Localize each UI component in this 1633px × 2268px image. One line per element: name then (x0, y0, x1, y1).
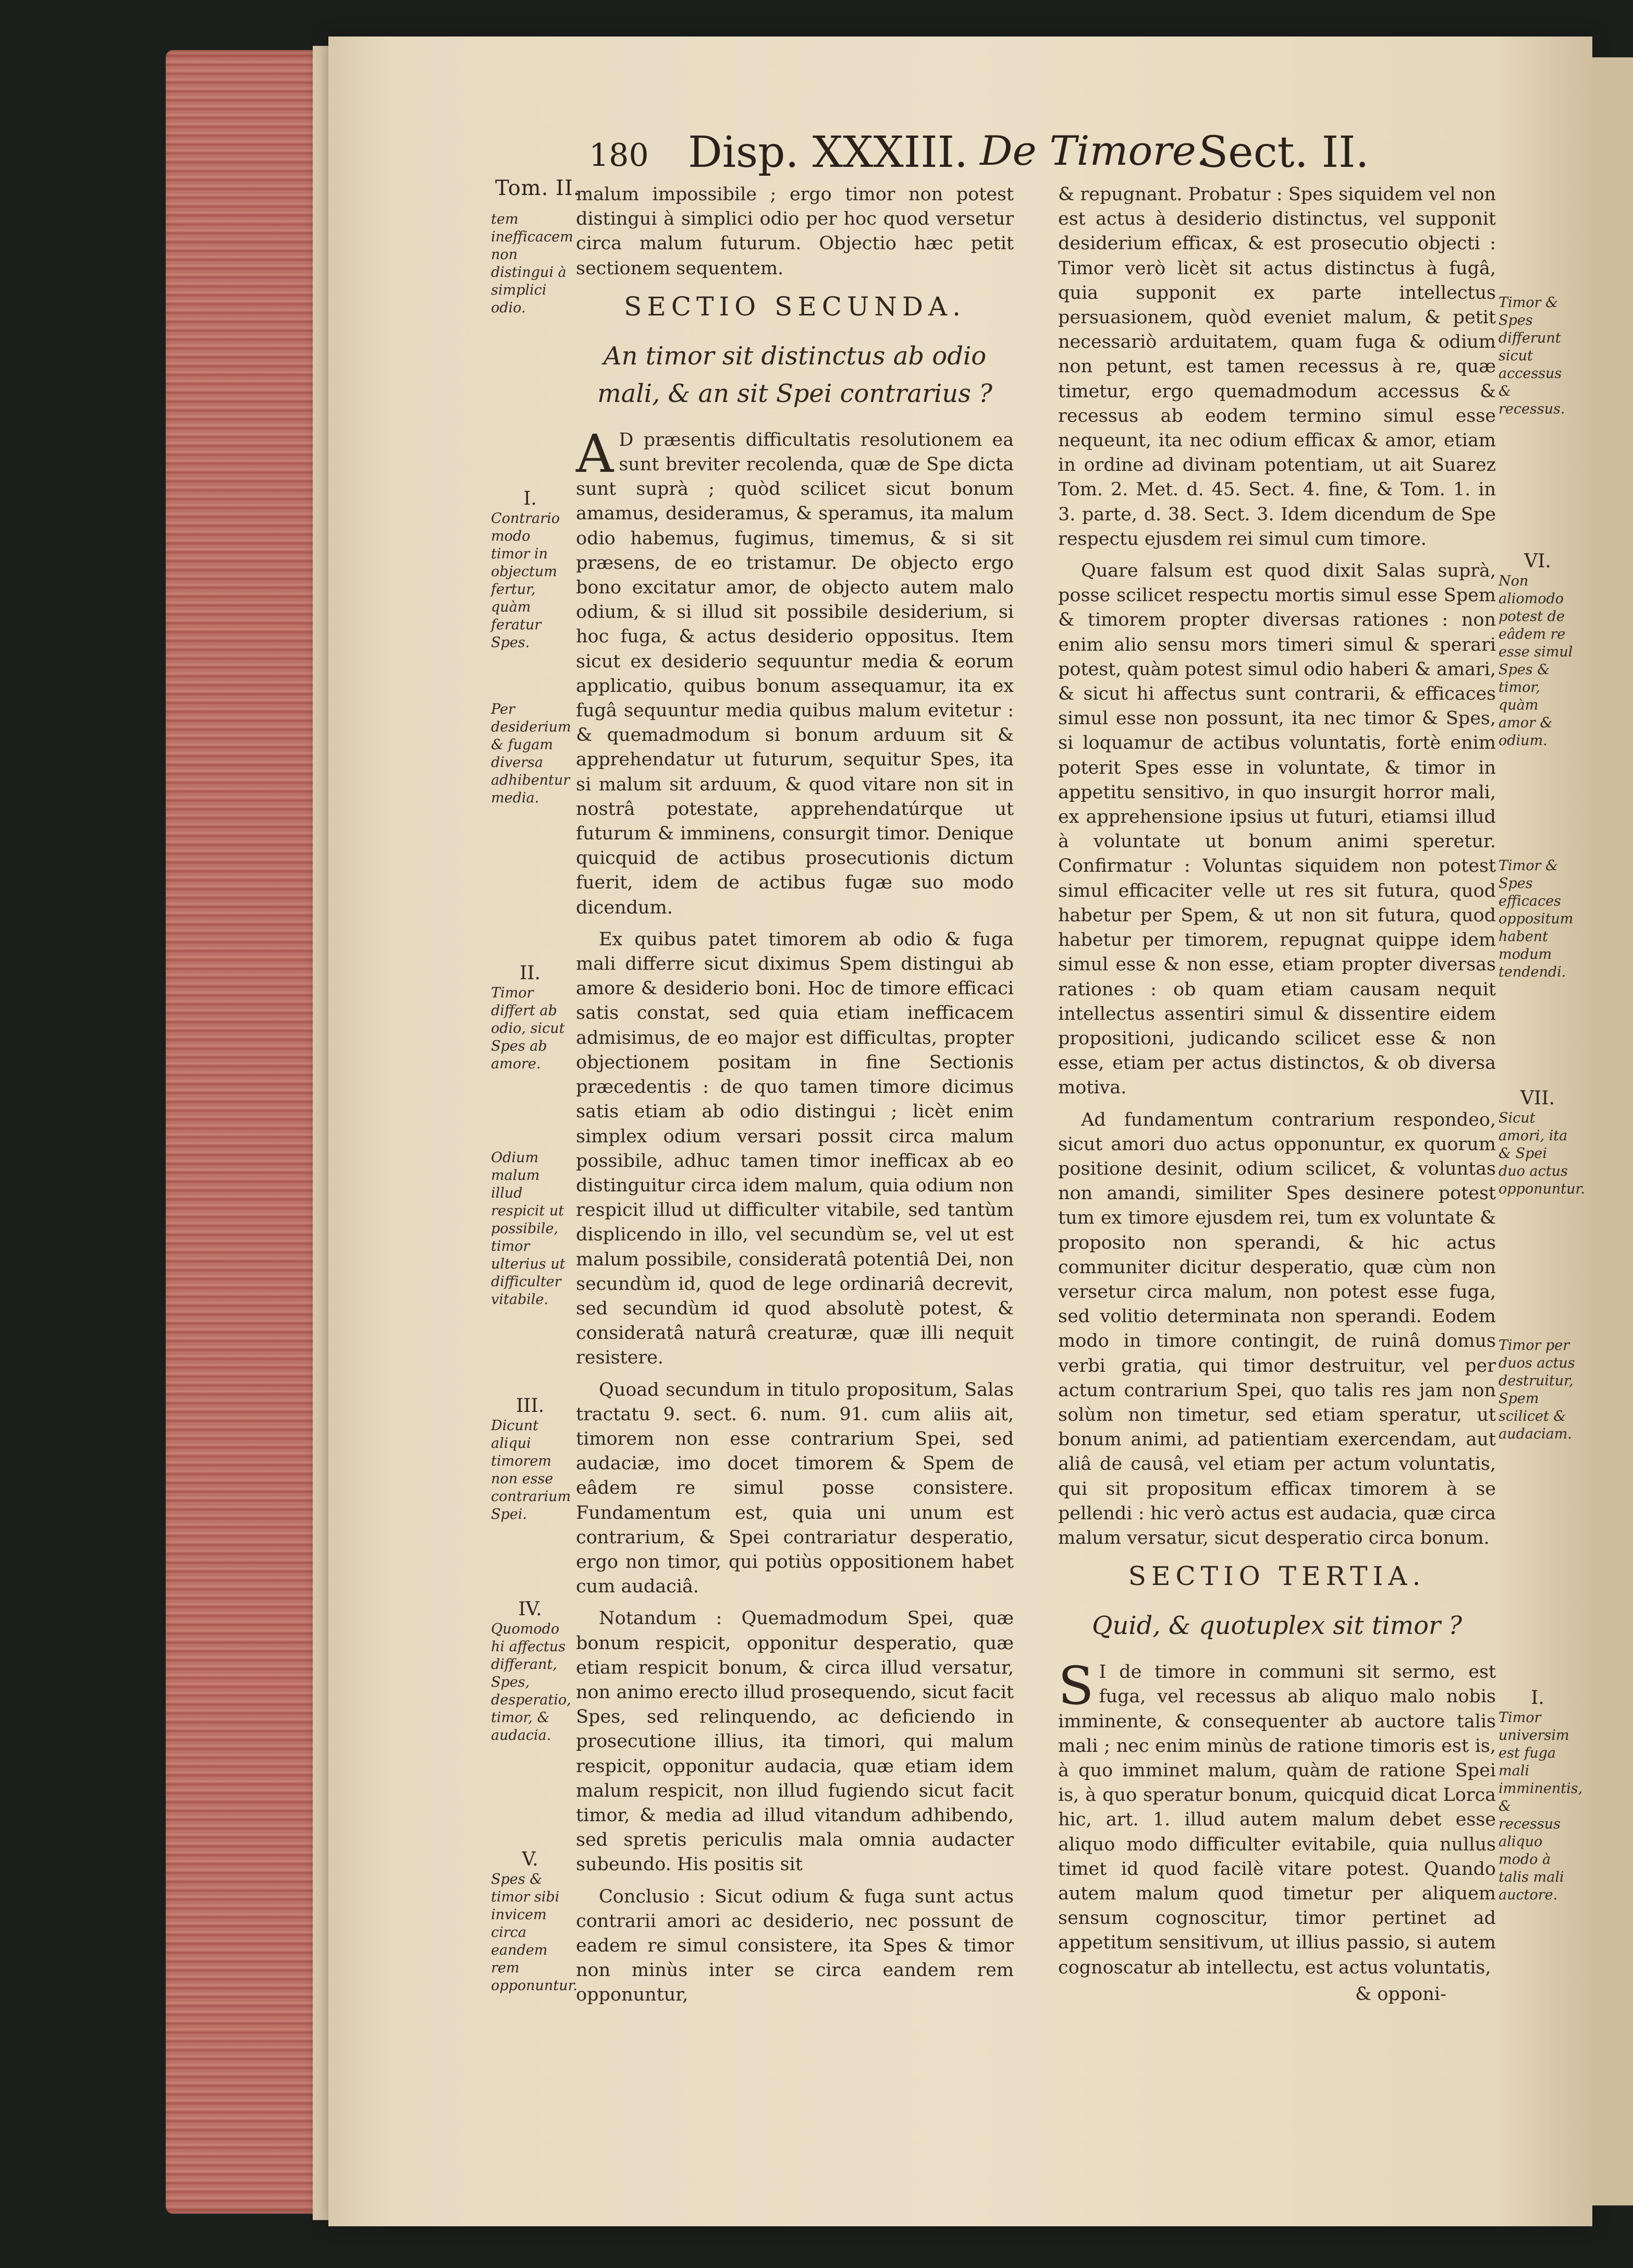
margin-note: VI. Non aliomodo potest de eâdem re esse simul Spes & timor, quàm amor & odium. (1499, 551, 1573, 749)
paragraph-5: Conclusio : Sicut odium & fuga sunt actus contrarii amori ac desiderio, nec possunt de eadem re simul consistere, ita Spes & timor non minùs inter se circa eandem rem opponuntur, (576, 1886, 1014, 2006)
catchword: & opponi- (1355, 1984, 1446, 2005)
margin-note: VII. Sicut amori, ita & Spei duo actus opponuntur. (1499, 1088, 1586, 1197)
margin-note: I. Timor universim est fuga mali imminentis, & recessus aliquo modo à talis mali auctore. (1499, 1687, 1583, 1903)
margin-note: III. Dicunt aliqui timorem non esse contrarium Spei. (491, 1395, 571, 1522)
paragraph-1: AD præsentis difficultatis resolutionem ea sunt breviter recolenda, quæ de Spe dicta sunt suprà ; quòd scilicet sicut bonum amamus, desideramus, & speramus, ita malum odio habemus, fugimus, timemus, & si sit præsens, de eo tristamur. De objecto ergo bono excitatur amor, de objecto autem malo odium, & si illud sit possibile desiderium, si hoc fuga, & actus desiderio oppositus. Item sicut ex desiderio sequuntur media & eorum applicatio, quibus bonum assequamur, ita ex fugâ sequuntur media quibus malum evitetur : & quemadmodum si bonum arduum sit & apprehendatur ut futurum, sequitur Spes, ita si malum sit arduum, & quod vitare non sit in nostrâ potestate, apprehendatúrque ut futurum & imminens, consurgit timor. Denique quicquid de actibus prosecutionis dictum fuerit, idem de actibus fugæ suo modo dicendum. (576, 423, 1014, 918)
section-label: Sect. II. (1199, 128, 1369, 177)
paragraph-3: Quoad secundum in titulo propositum, Salas tractatu 9. sect. 6. num. 91. cum aliis ait, timorem non esse contrarium Spei, sed audaciæ, imo docet timorem & Spem de eâdem re simul posse consistere. Fundamentum est, quia uni unum est contrarium, & Spei contrariatur desperatio, ergo non timor, qui potiùs oppositionem habet cum audaciâ. (576, 1379, 1014, 1598)
page-number: 180 (589, 137, 649, 174)
right-column (1058, 182, 1496, 1987)
running-title: De Timore. (980, 128, 1209, 175)
tom-label: Tom. II. (495, 176, 581, 200)
margin-note: I. Contrario modo timor in objectum fertur, quàm feratur Spes. (491, 488, 560, 651)
margin-note: Per desiderium & fugam diversa adhibentur media. (491, 701, 571, 806)
left-column (576, 182, 1014, 2015)
right-paragraph-2: Quare falsum est quod dixit Salas suprà, posse scilicet respectu mortis simul esse Spem & timorem propter diversas rationes : non enim alio sensu mors timeri simul & sperari potest, quàm potest simul odio haberi & amari, & sicut hi affectus sunt contrarii, & efficaces simul esse non possunt, ita nec timor & Spes, si loquamur de actibus voluntatis, fortè enim poterit Spes esse in voluntate, & timor in appetitu sensitivo, in quo insurgit horror mali, ex apprehensione ipsius ut futuri, etiamsi illud à voluntate ut bonum animi speretur. Confirmatur : Voluntas siquidem non potest simul efficaciter velle ut res sit futura, quod habetur per Spem, & ut non sit futura, quod habetur per timorem, repugnat quippe idem simul esse & non esse, etiam propter diversas rationes : ob quam etiam causam nequit intellectus assentiri simul & dissentire eidem propositioni, judicando scilicet esse & non esse, etiam per actus distinctos, & ob diversa motiva. (1058, 560, 1496, 1099)
margin-note: Odium malum illud respicit ut possibile, timor ulterius ut difficulter vitabile. (491, 1150, 566, 1308)
margin-note: II. Timor differt ab odio, sicut Spes ab amore. (491, 962, 565, 1072)
right-paragraph-final: SI de timore in communi sit sermo, est fuga, vel recessus ab aliquo malo nobis imminente, & consequenter ab auctore talis mali ; nec enim minùs de ratione timoris est is, à quo imminet malum, quàm de ratione Spei is, à quo speratur bonum, quicquid dicat Lorca hic, art. 1. illud autem malum debet esse aliquo modo difficulter evitabile, quia nullus timet id quod facilè vitare potest. Quando autem malum quod timetur per aliquem sensum cognoscitur, timor pertinet ad appetitum sensitivum, ut illius passio, si autem cognoscatur ab intellectu, est actus voluntatis, (1058, 1655, 1496, 1978)
paragraph-2: Ex quibus patet timorem ab odio & fuga mali differre sicut diximus Spem distingui ab amore & desiderio boni. Hoc de timore efficaci satis constat, sed quia etiam inefficacem admisimus, de eo major est difficultas, propter objectionem positam in fine Sectionis præcedentis : de quo tamen timore dicimus satis etiam ab odio distingui ; licèt enim simplex odium versari possit circa malum possibile, adhuc tamen timor inefficax ab eo distinguitur circa idem malum, quia odium non respicit illud ut difficulter vitabile, sed tantùm displicendo in illo, vel secundùm se, vel ut est malum possibile, consideratâ potentiâ Dei, non secundùm id, quod de lege ordinariâ decrevit, sed secundùm id quod absolutè potest, & consideratâ naturâ creaturæ, quæ illi nequit resistere. (576, 929, 1014, 1369)
section-heading-secunda: SECTIO SECUNDA. (624, 291, 966, 322)
margin-note: tem inefficacem non distingui à simplici odio. (491, 211, 573, 316)
facing-page-edge (1592, 57, 1633, 2205)
margin-note: V. Spes & timor sibi invicem circa eandem rem opponuntur. (491, 1849, 578, 1994)
book-page-edges (166, 50, 323, 2214)
right-paragraph-1: & repugnant. Probatur : Spes siquidem vel non est actus à desiderio distinctus, vel supponit desiderium efficax, & est prosecutio objecti : Timor verò licèt sit actus distinctus à fugâ, quia supponit ex parte intellectus persuasionem, quòd eveniet malum, & petit necessariò arduitatem, quam fuga & odium non petunt, est tamen recessus à re, quæ timetur, ergo quemadmodum accessus & recessus ab eodem termino simul esse nequeunt, ita nec odium efficax & amor, etiam in ordine ad divinam potentiam, ut ait Suarez Tom. 2. Met. d. 45. Sect. 4. fine, & Tom. 1. in 3. parte, d. 38. Sect. 3. Idem dicendum de Spe respectu ejusdem rei simul cum timore. (1058, 184, 1496, 550)
intro-paragraph: malum impossibile ; ergo timor non potest distingui à simplici odio per hoc quod versetur circa malum futurum. Objectio hæc petit sectionem sequentem. (576, 184, 1014, 279)
disputation-label: Disp. XXXIII. (688, 128, 968, 177)
right-paragraph-3: Ad fundamentum contrarium respondeo, sicut amori duo actus opponuntur, ex quorum positione desinit, odium scilicet, & voluntas non amandi, similiter Spes desinere potest tum ex timore ejusdem rei, tum ex voluntate & proposito non sperandi, & hic actus communiter dicitur desperatio, quæ cùm non versetur circa malum, non potest esse fuga, sed volitio determinata non sperandi. Eodem modo in timore contingit, de ruinâ domus verbi gratia, qui timor destruitur, vel per actum contrarium Spei, quo talis res jam non solùm non timetur, sed etiam speratur, ut bonum animi, ad patientiam exercendam, aut aliâ de causâ, vel etiam per actum voluntatis, qui sit propositum efficax timorem à se pellendi : hic verò actus est audacia, quæ circa malum versatur, sicut desperatio circa bonum. (1058, 1109, 1496, 1548)
paragraph-4: Notandum : Quemadmodum Spei, quæ bonum respicit, opponitur desperatio, quæ etiam respicit bonum, & circa illud versatur, non animo erecto illud prosequendo, sicut facit Spes, sed relinquendo, ac deficiendo in prosecutione illius, ita timori, qui malum respicit, opponitur audacia, quæ etiam idem malum respicit, non illud fugiendo sicut facit timor, & media ad illud vitandum adhibendo, sed spretis periculis mala omnia audacter subeundo. His positis sit (576, 1608, 1014, 1875)
section-subheading-secunda: An timor sit distinctus ab odio mali, & an sit Spei contrarius ? (597, 341, 992, 408)
section-subheading-tertia: Quid, & quotuplex sit timor ? (1092, 1611, 1462, 1641)
margin-note: Timor & Spes differunt sicut accessus & recessus. (1499, 295, 1565, 417)
margin-note: Timor & Spes efficaces oppositum habent modum tendendi. (1499, 858, 1574, 980)
section-heading-tertia: SECTIO TERTIA. (1128, 1561, 1426, 1592)
margin-note: Timor per duos actus destruitur, Spem scilicet & audaciam. (1499, 1337, 1575, 1442)
running-head (584, 128, 1369, 185)
margin-note: IV. Quomodo hi affectus differant, Spes, desperatio, timor, & audacia. (491, 1599, 571, 1743)
